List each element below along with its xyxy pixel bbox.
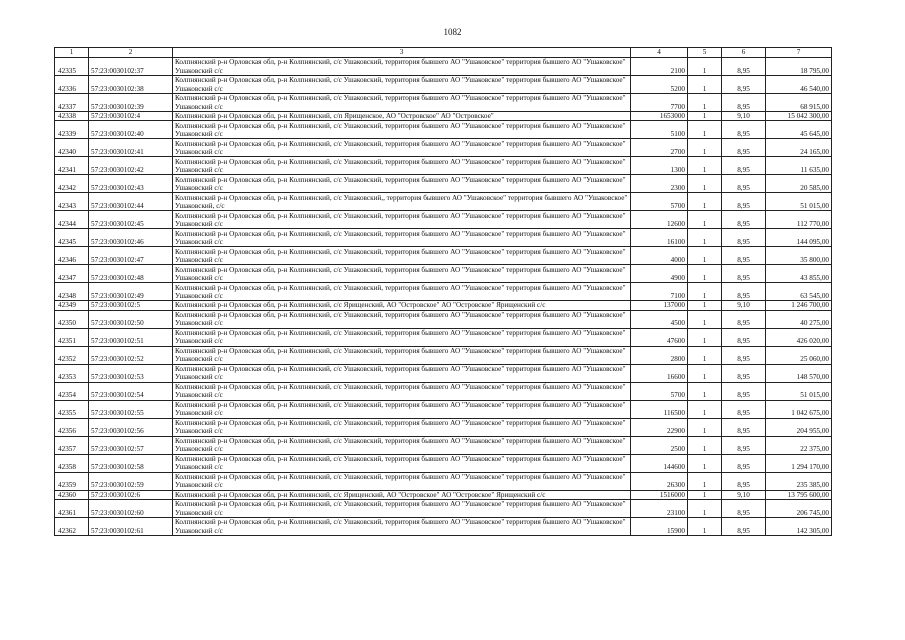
cell-count: 1: [688, 283, 722, 301]
cell-rate: 8,95: [722, 76, 766, 94]
table-row: [55, 517, 832, 535]
cell-rate: 8,95: [722, 157, 766, 175]
cell-value: 144 095,00: [766, 229, 832, 247]
cell-address: Колпнянский р-н Орловская обл, р-н Колпнянский, с/с Ушаковский, территория бывшего АО "Ушаковское" территория бывшего АО "Ушаковское" Ушаковский с/с: [173, 517, 631, 535]
cell-value: 15 042 300,00: [766, 112, 832, 121]
cell-area: 4500: [631, 310, 688, 328]
cell-area: 2700: [631, 139, 688, 157]
cell-row-number: 42362: [55, 517, 89, 535]
cell-value: 148 570,00: [766, 364, 832, 382]
column-header: 7: [766, 48, 832, 58]
cell-value: 142 305,00: [766, 517, 832, 535]
cell-cadastral-number: 57:23:0030102:60: [89, 499, 173, 517]
cell-address: Колпнянский р-н Орловская обл, р-н Колпнянский, с/с Ушаковский, территория бывшего АО "Ушаковское" территория бывшего АО "Ушаковское" Ушаковский с/с: [173, 157, 631, 175]
cell-row-number: 42358: [55, 454, 89, 472]
cell-cadastral-number: 57:23:0030102:38: [89, 76, 173, 94]
table-row: [55, 247, 832, 265]
page-number: 1082: [443, 27, 462, 37]
cell-cadastral-number: 57:23:0030102:54: [89, 382, 173, 400]
cell-count: 1: [688, 58, 722, 76]
cell-address: Колпнянский р-н Орловская обл, р-н Колпнянский, с/с Ушаковский, территория бывшего АО "Ушаковское" территория бывшего АО "Ушаковское" Ушаковский с/с: [173, 175, 631, 193]
column-header: 3: [173, 48, 631, 58]
cell-area: 16600: [631, 364, 688, 382]
cell-value: 51 015,00: [766, 382, 832, 400]
cell-cadastral-number: 57:23:0030102:44: [89, 193, 173, 211]
cell-address: Колпнянский р-н Орловская обл, р-н Колпнянский, с/с Ушаковский, территория бывшего АО "Ушаковское" территория бывшего АО "Ушаковское" Ушаковский с/с: [173, 472, 631, 490]
table-row: [55, 436, 832, 454]
cell-address: Колпнянский р-н Орловская обл, р-н Колпнянский, с/с Ушаковский, территория бывшего АО "Ушаковское" территория бывшего АО "Ушаковское" Ушаковский с/с: [173, 499, 631, 517]
cell-value: 426 020,00: [766, 328, 832, 346]
cell-value: 46 540,00: [766, 76, 832, 94]
cell-value: 20 585,00: [766, 175, 832, 193]
cell-rate: 8,95: [722, 265, 766, 283]
cell-value: 18 795,00: [766, 58, 832, 76]
cell-value: 112 770,00: [766, 211, 832, 229]
table-row: [55, 229, 832, 247]
cell-cadastral-number: 57:23:0030102:51: [89, 328, 173, 346]
cell-area: 12600: [631, 211, 688, 229]
cell-area: 5200: [631, 76, 688, 94]
cell-count: 1: [688, 328, 722, 346]
cell-rate: 8,95: [722, 247, 766, 265]
cell-value: 1 042 675,00: [766, 400, 832, 418]
cell-area: 1516000: [631, 490, 688, 499]
cell-cadastral-number: 57:23:0030102:39: [89, 94, 173, 112]
cell-area: 15900: [631, 517, 688, 535]
cell-area: 47600: [631, 328, 688, 346]
cell-value: 25 060,00: [766, 346, 832, 364]
cell-cadastral-number: 57:23:0030102:52: [89, 346, 173, 364]
table-row: [55, 211, 832, 229]
cell-address: Колпнянский р-н Орловская обл, р-н Колпнянский, с/с Ушаковский, территория бывшего АО "Ушаковское" территория бывшего АО "Ушаковское" Ушаковский с/с: [173, 328, 631, 346]
cell-row-number: 42357: [55, 436, 89, 454]
cell-row-number: 42335: [55, 58, 89, 76]
cell-address: Колпнянский р-н Орловская обл, р-н Колпнянский, с/с Ушаковский, территория бывшего АО "Ушаковское" территория бывшего АО "Ушаковское" Ушаковский с/с: [173, 454, 631, 472]
cell-rate: 8,95: [722, 310, 766, 328]
cell-rate: 8,95: [722, 400, 766, 418]
table-row: [55, 139, 832, 157]
cell-cadastral-number: 57:23:0030102:48: [89, 265, 173, 283]
cell-value: 235 385,00: [766, 472, 832, 490]
cell-address: Колпнянский р-н Орловская обл, р-н Колпнянский, с/с Ушаковский, территория бывшего АО "Ушаковское" территория бывшего АО "Ушаковское" Ушаковский с/с: [173, 94, 631, 112]
cell-rate: 8,95: [722, 346, 766, 364]
cell-count: 1: [688, 454, 722, 472]
cell-count: 1: [688, 157, 722, 175]
table-row: [55, 193, 832, 211]
cell-address: Колпнянский р-н Орловская обл, р-н Колпнянский, с/с Ушаковский, территория бывшего АО "Ушаковское" территория бывшего АО "Ушаковское" Ушаковский с/с: [173, 121, 631, 139]
table-row: [55, 283, 832, 301]
cell-value: 63 545,00: [766, 283, 832, 301]
cell-row-number: 42344: [55, 211, 89, 229]
cell-address: Колпнянский р-н Орловская обл, р-н Колпнянский, с/п Ярищенское, АО "Островское" АО "Островское": [173, 112, 631, 121]
cell-row-number: 42354: [55, 382, 89, 400]
table-row: [55, 472, 832, 490]
cell-cadastral-number: 57:23:0030102:55: [89, 400, 173, 418]
cell-cadastral-number: 57:23:0030102:53: [89, 364, 173, 382]
cell-address: Колпнянский р-н Орловская обл, р-н Колпнянский, с/с Ушаковский, территория бывшего АО "Ушаковское" территория бывшего АО "Ушаковское" Ушаковский с/с: [173, 229, 631, 247]
cell-row-number: 42338: [55, 112, 89, 121]
cell-area: 26300: [631, 472, 688, 490]
cell-value: 51 015,00: [766, 193, 832, 211]
cell-count: 1: [688, 265, 722, 283]
cell-cadastral-number: 57:23:0030102:47: [89, 247, 173, 265]
cell-cadastral-number: 57:23:0030102:59: [89, 472, 173, 490]
table-row: [55, 418, 832, 436]
cell-row-number: 42355: [55, 400, 89, 418]
table-row: [55, 121, 832, 139]
cell-row-number: 42351: [55, 328, 89, 346]
cell-rate: 8,95: [722, 472, 766, 490]
cell-count: 1: [688, 382, 722, 400]
cell-count: 1: [688, 346, 722, 364]
cell-row-number: 42359: [55, 472, 89, 490]
cell-cadastral-number: 57:23:0030102:5: [89, 301, 173, 310]
cell-row-number: 42347: [55, 265, 89, 283]
cell-rate: 8,95: [722, 382, 766, 400]
cell-value: 1 294 170,00: [766, 454, 832, 472]
cell-area: 5700: [631, 382, 688, 400]
table-row: [55, 400, 832, 418]
cell-address: Колпнянский р-н Орловская обл, р-н Колпнянский, с/с Ушаковский, территория бывшего АО "Ушаковское" территория бывшего АО "Ушаковское" Ушаковский с/с: [173, 364, 631, 382]
cell-address: Колпнянский р-н Орловская обл, р-н Колпнянский, с/с Ушаковский,, территория бывшего АО "Ушаковское" территория бывшего АО "Ушаковское" Ушаковский, с/с: [173, 193, 631, 211]
table-row: [55, 310, 832, 328]
cell-address: Колпнянский р-н Орловская обл, р-н Колпнянский, с/с Ушаковский, территория бывшего АО "Ушаковское" территория бывшего АО "Ушаковское" Ушаковский с/с: [173, 76, 631, 94]
cell-address: Колпнянский р-н Орловская обл, р-н Колпнянский, с/с Ярищенский, АО "Островское" АО "Островское" Ярищенский с/с: [173, 490, 631, 499]
cell-row-number: 42342: [55, 175, 89, 193]
cell-row-number: 42340: [55, 139, 89, 157]
cell-count: 1: [688, 94, 722, 112]
land-register-table: [54, 47, 832, 536]
cell-count: 1: [688, 112, 722, 121]
cell-row-number: 42336: [55, 76, 89, 94]
table-row: [55, 112, 832, 121]
table-row: [55, 157, 832, 175]
cell-count: 1: [688, 193, 722, 211]
cell-area: 23100: [631, 499, 688, 517]
table-row: [55, 364, 832, 382]
cell-area: 5100: [631, 121, 688, 139]
cell-cadastral-number: 57:23:0030102:40: [89, 121, 173, 139]
cell-area: 2100: [631, 58, 688, 76]
cell-address: Колпнянский р-н Орловская обл, р-н Колпнянский, с/с Ушаковский, территория бывшего АО "Ушаковское" территория бывшего АО "Ушаковское" Ушаковский с/с: [173, 265, 631, 283]
cell-rate: 8,95: [722, 418, 766, 436]
cell-area: 1300: [631, 157, 688, 175]
table-row: [55, 265, 832, 283]
cell-row-number: 42337: [55, 94, 89, 112]
cell-count: 1: [688, 436, 722, 454]
cell-area: 4900: [631, 265, 688, 283]
cell-area: 144600: [631, 454, 688, 472]
table-row: [55, 346, 832, 364]
cell-area: 137000: [631, 301, 688, 310]
cell-area: 4000: [631, 247, 688, 265]
table-row: [55, 454, 832, 472]
cell-count: 1: [688, 301, 722, 310]
cell-address: Колпнянский р-н Орловская обл, р-н Колпнянский, с/с Ушаковский, территория бывшего АО "Ушаковское" территория бывшего АО "Ушаковское" Ушаковский с/с: [173, 418, 631, 436]
cell-value: 22 375,00: [766, 436, 832, 454]
cell-count: 1: [688, 490, 722, 499]
cell-rate: 8,95: [722, 139, 766, 157]
cell-rate: 8,95: [722, 193, 766, 211]
cell-count: 1: [688, 310, 722, 328]
cell-rate: 8,95: [722, 229, 766, 247]
cell-count: 1: [688, 418, 722, 436]
table-row: [55, 76, 832, 94]
cell-area: 1653000: [631, 112, 688, 121]
cell-rate: 8,95: [722, 454, 766, 472]
cell-value: 11 635,00: [766, 157, 832, 175]
table-header-row: [55, 48, 832, 58]
column-header: 4: [631, 48, 688, 58]
cell-rate: 9,10: [722, 112, 766, 121]
cell-value: 35 800,00: [766, 247, 832, 265]
cell-cadastral-number: 57:23:0030102:4: [89, 112, 173, 121]
cell-value: 40 275,00: [766, 310, 832, 328]
cell-cadastral-number: 57:23:0030102:57: [89, 436, 173, 454]
cell-address: Колпнянский р-н Орловская обл, р-н Колпнянский, с/с Ушаковский, территория бывшего АО "Ушаковское" территория бывшего АО "Ушаковское" Ушаковский с/с: [173, 139, 631, 157]
cell-cadastral-number: 57:23:0030102:56: [89, 418, 173, 436]
table-row: [55, 328, 832, 346]
cell-row-number: 42350: [55, 310, 89, 328]
cell-row-number: 42356: [55, 418, 89, 436]
cell-value: 68 915,00: [766, 94, 832, 112]
cell-area: 22900: [631, 418, 688, 436]
cell-cadastral-number: 57:23:0030102:37: [89, 58, 173, 76]
cell-cadastral-number: 57:23:0030102:6: [89, 490, 173, 499]
cell-area: 2300: [631, 175, 688, 193]
cell-address: Колпнянский р-н Орловская обл, р-н Колпнянский, с/с Ушаковский, территория бывшего АО "Ушаковское" территория бывшего АО "Ушаковское" Ушаковский с/с: [173, 211, 631, 229]
cell-cadastral-number: 57:23:0030102:41: [89, 139, 173, 157]
cell-row-number: 42353: [55, 364, 89, 382]
cell-address: Колпнянский р-н Орловская обл, р-н Колпнянский, с/с Ушаковский, территория бывшего АО "Ушаковское" территория бывшего АО "Ушаковское" Ушаковский с/с: [173, 400, 631, 418]
cell-area: 7700: [631, 94, 688, 112]
cell-count: 1: [688, 364, 722, 382]
table-row: [55, 499, 832, 517]
cell-rate: 8,95: [722, 517, 766, 535]
cell-count: 1: [688, 139, 722, 157]
cell-count: 1: [688, 247, 722, 265]
cell-address: Колпнянский р-н Орловская обл, р-н Колпнянский, с/с Ушаковский, территория бывшего АО "Ушаковское" территория бывшего АО "Ушаковское" Ушаковский с/с: [173, 346, 631, 364]
cell-cadastral-number: 57:23:0030102:46: [89, 229, 173, 247]
cell-area: 2800: [631, 346, 688, 364]
table-row: [55, 301, 832, 310]
cell-rate: 8,95: [722, 175, 766, 193]
cell-address: Колпнянский р-н Орловская обл, р-н Колпнянский, с/с Ярищенский, АО "Островское" АО "Островское" Ярищенский с/с: [173, 301, 631, 310]
cell-address: Колпнянский р-н Орловская обл, р-н Колпнянский, с/с Ушаковский, территория бывшего АО "Ушаковское" территория бывшего АО "Ушаковское" Ушаковский с/с: [173, 310, 631, 328]
cell-rate: 8,95: [722, 211, 766, 229]
cell-count: 1: [688, 121, 722, 139]
cell-row-number: 42339: [55, 121, 89, 139]
cell-row-number: 42341: [55, 157, 89, 175]
column-header: 6: [722, 48, 766, 58]
cell-rate: 8,95: [722, 364, 766, 382]
cell-cadastral-number: 57:23:0030102:50: [89, 310, 173, 328]
cell-row-number: 42346: [55, 247, 89, 265]
cell-count: 1: [688, 472, 722, 490]
cell-rate: 8,95: [722, 499, 766, 517]
cell-rate: 8,95: [722, 436, 766, 454]
cell-address: Колпнянский р-н Орловская обл, р-н Колпнянский, с/с Ушаковский, территория бывшего АО "Ушаковское" территория бывшего АО "Ушаковское" Ушаковский с/с: [173, 382, 631, 400]
cell-address: Колпнянский р-н Орловская обл, р-н Колпнянский, с/с Ушаковский, территория бывшего АО "Ушаковское" территория бывшего АО "Ушаковское" Ушаковский с/с: [173, 58, 631, 76]
cell-rate: 8,95: [722, 328, 766, 346]
cell-address: Колпнянский р-н Орловская обл, р-н Колпнянский, с/с Ушаковский, территория бывшего АО "Ушаковское" территория бывшего АО "Ушаковское" Ушаковский с/с: [173, 436, 631, 454]
column-header: 1: [55, 48, 89, 58]
cell-count: 1: [688, 175, 722, 193]
cell-value: 43 855,00: [766, 265, 832, 283]
cell-value: 13 795 600,00: [766, 490, 832, 499]
cell-rate: 8,95: [722, 121, 766, 139]
cell-row-number: 42343: [55, 193, 89, 211]
column-header: 2: [89, 48, 173, 58]
cell-count: 1: [688, 211, 722, 229]
cell-cadastral-number: 57:23:0030102:61: [89, 517, 173, 535]
cell-cadastral-number: 57:23:0030102:49: [89, 283, 173, 301]
cell-row-number: 42361: [55, 499, 89, 517]
cell-value: 45 645,00: [766, 121, 832, 139]
cell-value: 204 955,00: [766, 418, 832, 436]
cell-count: 1: [688, 229, 722, 247]
cell-area: 116500: [631, 400, 688, 418]
cell-area: 16100: [631, 229, 688, 247]
cell-area: 2500: [631, 436, 688, 454]
cell-rate: 8,95: [722, 58, 766, 76]
cell-row-number: 42352: [55, 346, 89, 364]
cell-rate: 8,95: [722, 283, 766, 301]
cell-cadastral-number: 57:23:0030102:43: [89, 175, 173, 193]
cell-rate: 8,95: [722, 94, 766, 112]
cell-address: Колпнянский р-н Орловская обл, р-н Колпнянский, с/с Ушаковский, территория бывшего АО "Ушаковское" территория бывшего АО "Ушаковское" Ушаковский с/с: [173, 247, 631, 265]
cell-count: 1: [688, 76, 722, 94]
cell-value: 1 246 700,00: [766, 301, 832, 310]
cell-cadastral-number: 57:23:0030102:58: [89, 454, 173, 472]
cell-cadastral-number: 57:23:0030102:45: [89, 211, 173, 229]
table-row: [55, 490, 832, 499]
cell-value: 206 745,00: [766, 499, 832, 517]
cell-row-number: 42348: [55, 283, 89, 301]
cell-row-number: 42345: [55, 229, 89, 247]
cell-area: 7100: [631, 283, 688, 301]
cell-count: 1: [688, 400, 722, 418]
column-header: 5: [688, 48, 722, 58]
cell-count: 1: [688, 499, 722, 517]
cell-count: 1: [688, 517, 722, 535]
cell-rate: 9,10: [722, 301, 766, 310]
cell-row-number: 42349: [55, 301, 89, 310]
table-row: [55, 382, 832, 400]
cell-row-number: 42360: [55, 490, 89, 499]
table-row: [55, 175, 832, 193]
table-row: [55, 94, 832, 112]
cell-rate: 9,10: [722, 490, 766, 499]
cell-area: 5700: [631, 193, 688, 211]
table-row: [55, 58, 832, 76]
cell-cadastral-number: 57:23:0030102:42: [89, 157, 173, 175]
cell-address: Колпнянский р-н Орловская обл, р-н Колпнянский, с/с Ушаковский, территория бывшего АО "Ушаковское" территория бывшего АО "Ушаковское" Ушаковский с/с: [173, 283, 631, 301]
cell-value: 24 165,00: [766, 139, 832, 157]
